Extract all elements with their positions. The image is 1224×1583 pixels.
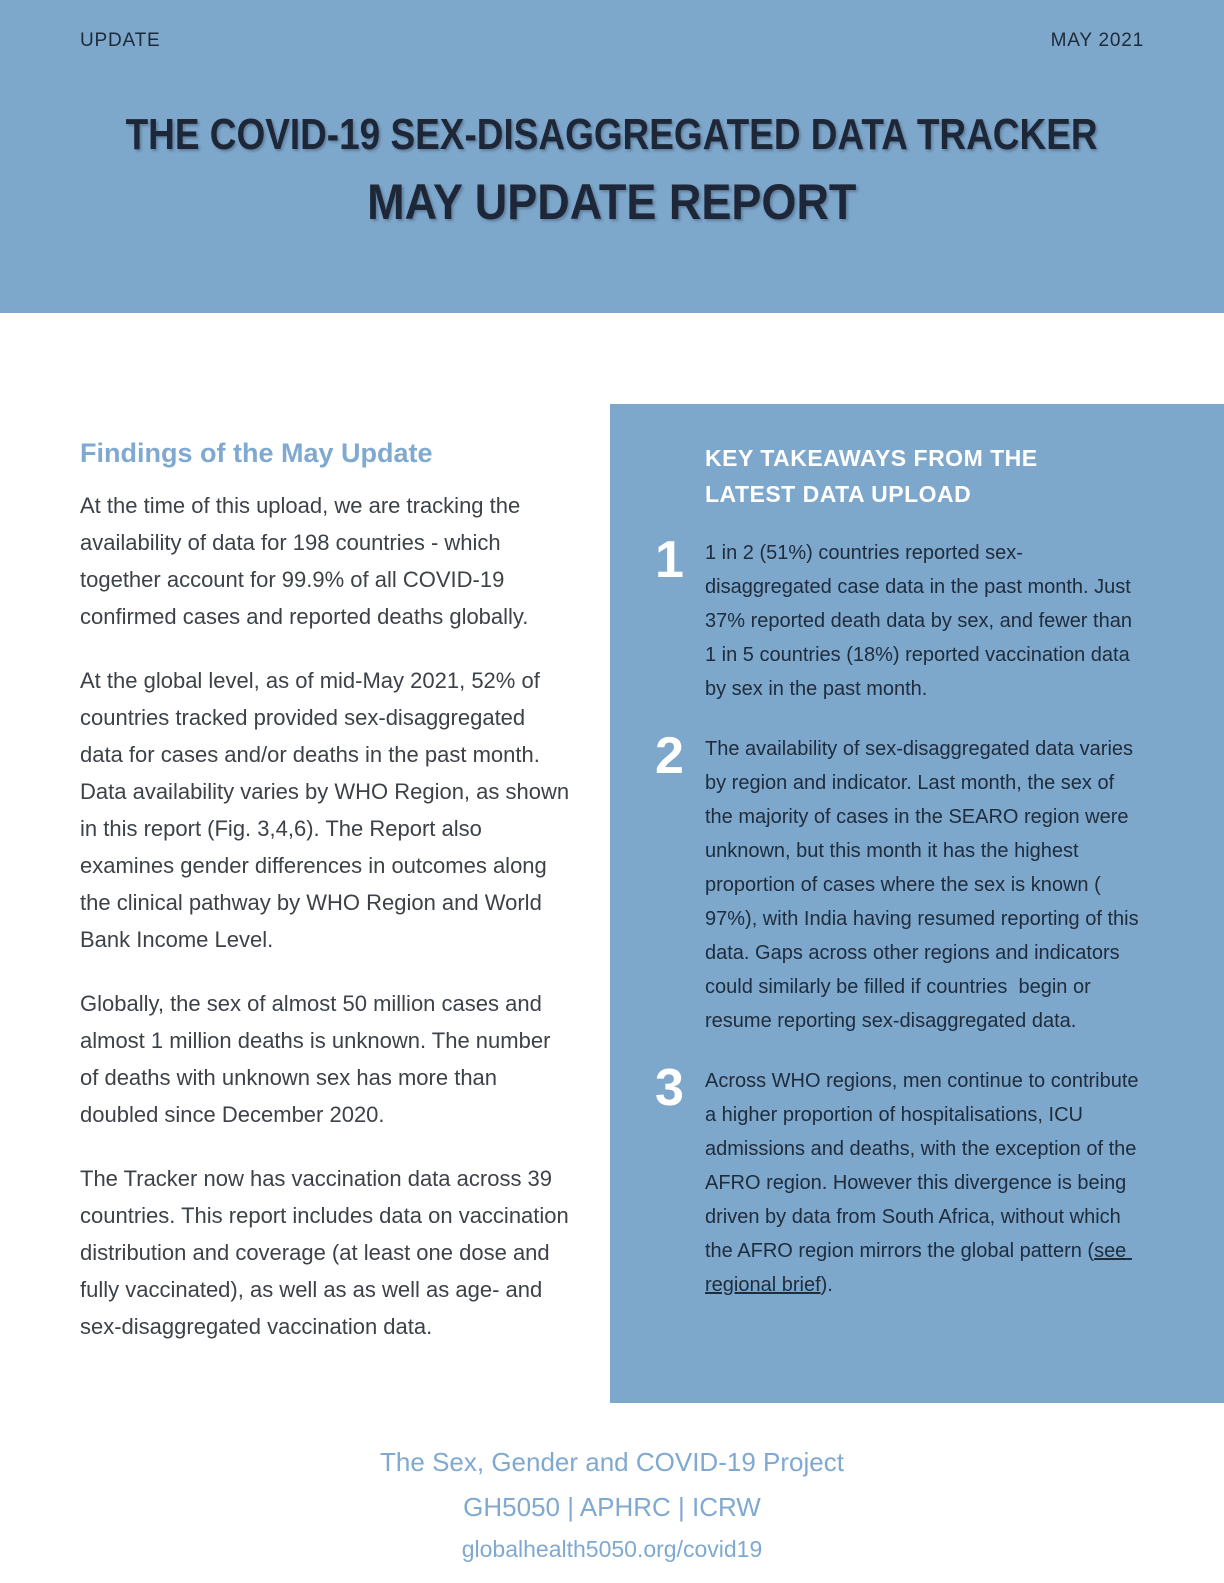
takeaway-text-3-after: ). bbox=[820, 1274, 833, 1296]
project-url-link[interactable]: globalhealth5050.org/covid19 bbox=[461, 1536, 763, 1562]
page-subtitle-row bbox=[0, 173, 1224, 231]
takeaway-text-3-before: Across WHO regions, men continue to contribute a higher proportion of hospitalisations, ICU admissions and deaths, with the exception of the AFRO region. However this divergence is being driven by data from South Africa, without which the AFRO region mirrors the global pattern ( bbox=[705, 1070, 1145, 1262]
takeaway-item-2 bbox=[655, 727, 1145, 1038]
findings-paragraph-1: At the time of this upload, we are tracking the availability of data for 198 countries - which together account for 99.9% of all COVID-19 confirmed cases and reported deaths globally. bbox=[80, 493, 529, 629]
takeaway-item-3 bbox=[655, 1059, 1145, 1302]
kicker-label: UPDATE bbox=[80, 30, 161, 51]
project-name: The Sex, Gender and COVID-19 Project bbox=[380, 1447, 844, 1477]
project-orgs: GH5050 | APHRC | ICRW bbox=[463, 1492, 761, 1522]
regional-brief-link[interactable]: see regional brief bbox=[705, 1240, 1132, 1296]
header-banner bbox=[0, 0, 1224, 313]
takeaway-text-2: The availability of sex-disaggregated data varies by region and indicator. Last month, the sex of the majority of cases in the SEARO region were unknown, but this month it has the highest proportion of cases where the sex is known ( 97%), with India having resumed reporting of this data. Gaps across other regions and indicators could similarly be filled if countries begin or resume reporting sex-disaggregated data. bbox=[705, 738, 1145, 1032]
takeaway-text-1: 1 in 2 (51%) countries reported sex-disaggregated case data in the past month. Just 37% reported death data by sex, and fewer than 1 in 5 countries (18%) reported vaccination data by sex in the past month. bbox=[705, 542, 1138, 700]
page-title: THE COVID-19 SEX-DISAGGREGATED DATA TRACKER bbox=[126, 110, 1098, 159]
key-takeaways-panel bbox=[610, 404, 1224, 1403]
footer bbox=[0, 1447, 1224, 1563]
page-title-row bbox=[0, 110, 1224, 160]
takeaway-item-1 bbox=[655, 531, 1139, 706]
findings-paragraph-4: The Tracker now has vaccination data across 39 countries. This report includes data on vaccination distribution and coverage (at least one dose and fully vaccinated), as well as as well as age- and sex-disaggregated vaccination data. bbox=[80, 1166, 569, 1339]
takeaway-number-1: 1 bbox=[655, 531, 684, 589]
takeaways-heading: KEY TAKEAWAYS FROM THE LATEST DATA UPLOAD bbox=[705, 445, 1038, 507]
takeaway-number-2: 2 bbox=[655, 727, 684, 785]
findings-section bbox=[80, 438, 572, 1372]
takeaway-text-3 bbox=[705, 1064, 1145, 1302]
takeaway-number-3: 3 bbox=[655, 1059, 684, 1117]
date-label: MAY 2021 bbox=[1050, 30, 1144, 51]
findings-paragraph-2: At the global level, as of mid-May 2021, 52% of countries tracked provided sex-disaggregated data for cases and/or deaths in the past month. Data availability varies by WHO Region, as shown in this report (Fig. 3,4,6). The Report also examines gender differences in outcomes along the clinical pathway by WHO Region and World Bank Income Level. bbox=[80, 668, 570, 952]
page-subtitle: MAY UPDATE REPORT bbox=[367, 174, 857, 230]
findings-heading: Findings of the May Update bbox=[80, 438, 433, 468]
findings-paragraph-3: Globally, the sex of almost 50 million cases and almost 1 million deaths is unknown. The number of deaths with unknown sex has more than doubled since December 2020. bbox=[80, 991, 551, 1127]
